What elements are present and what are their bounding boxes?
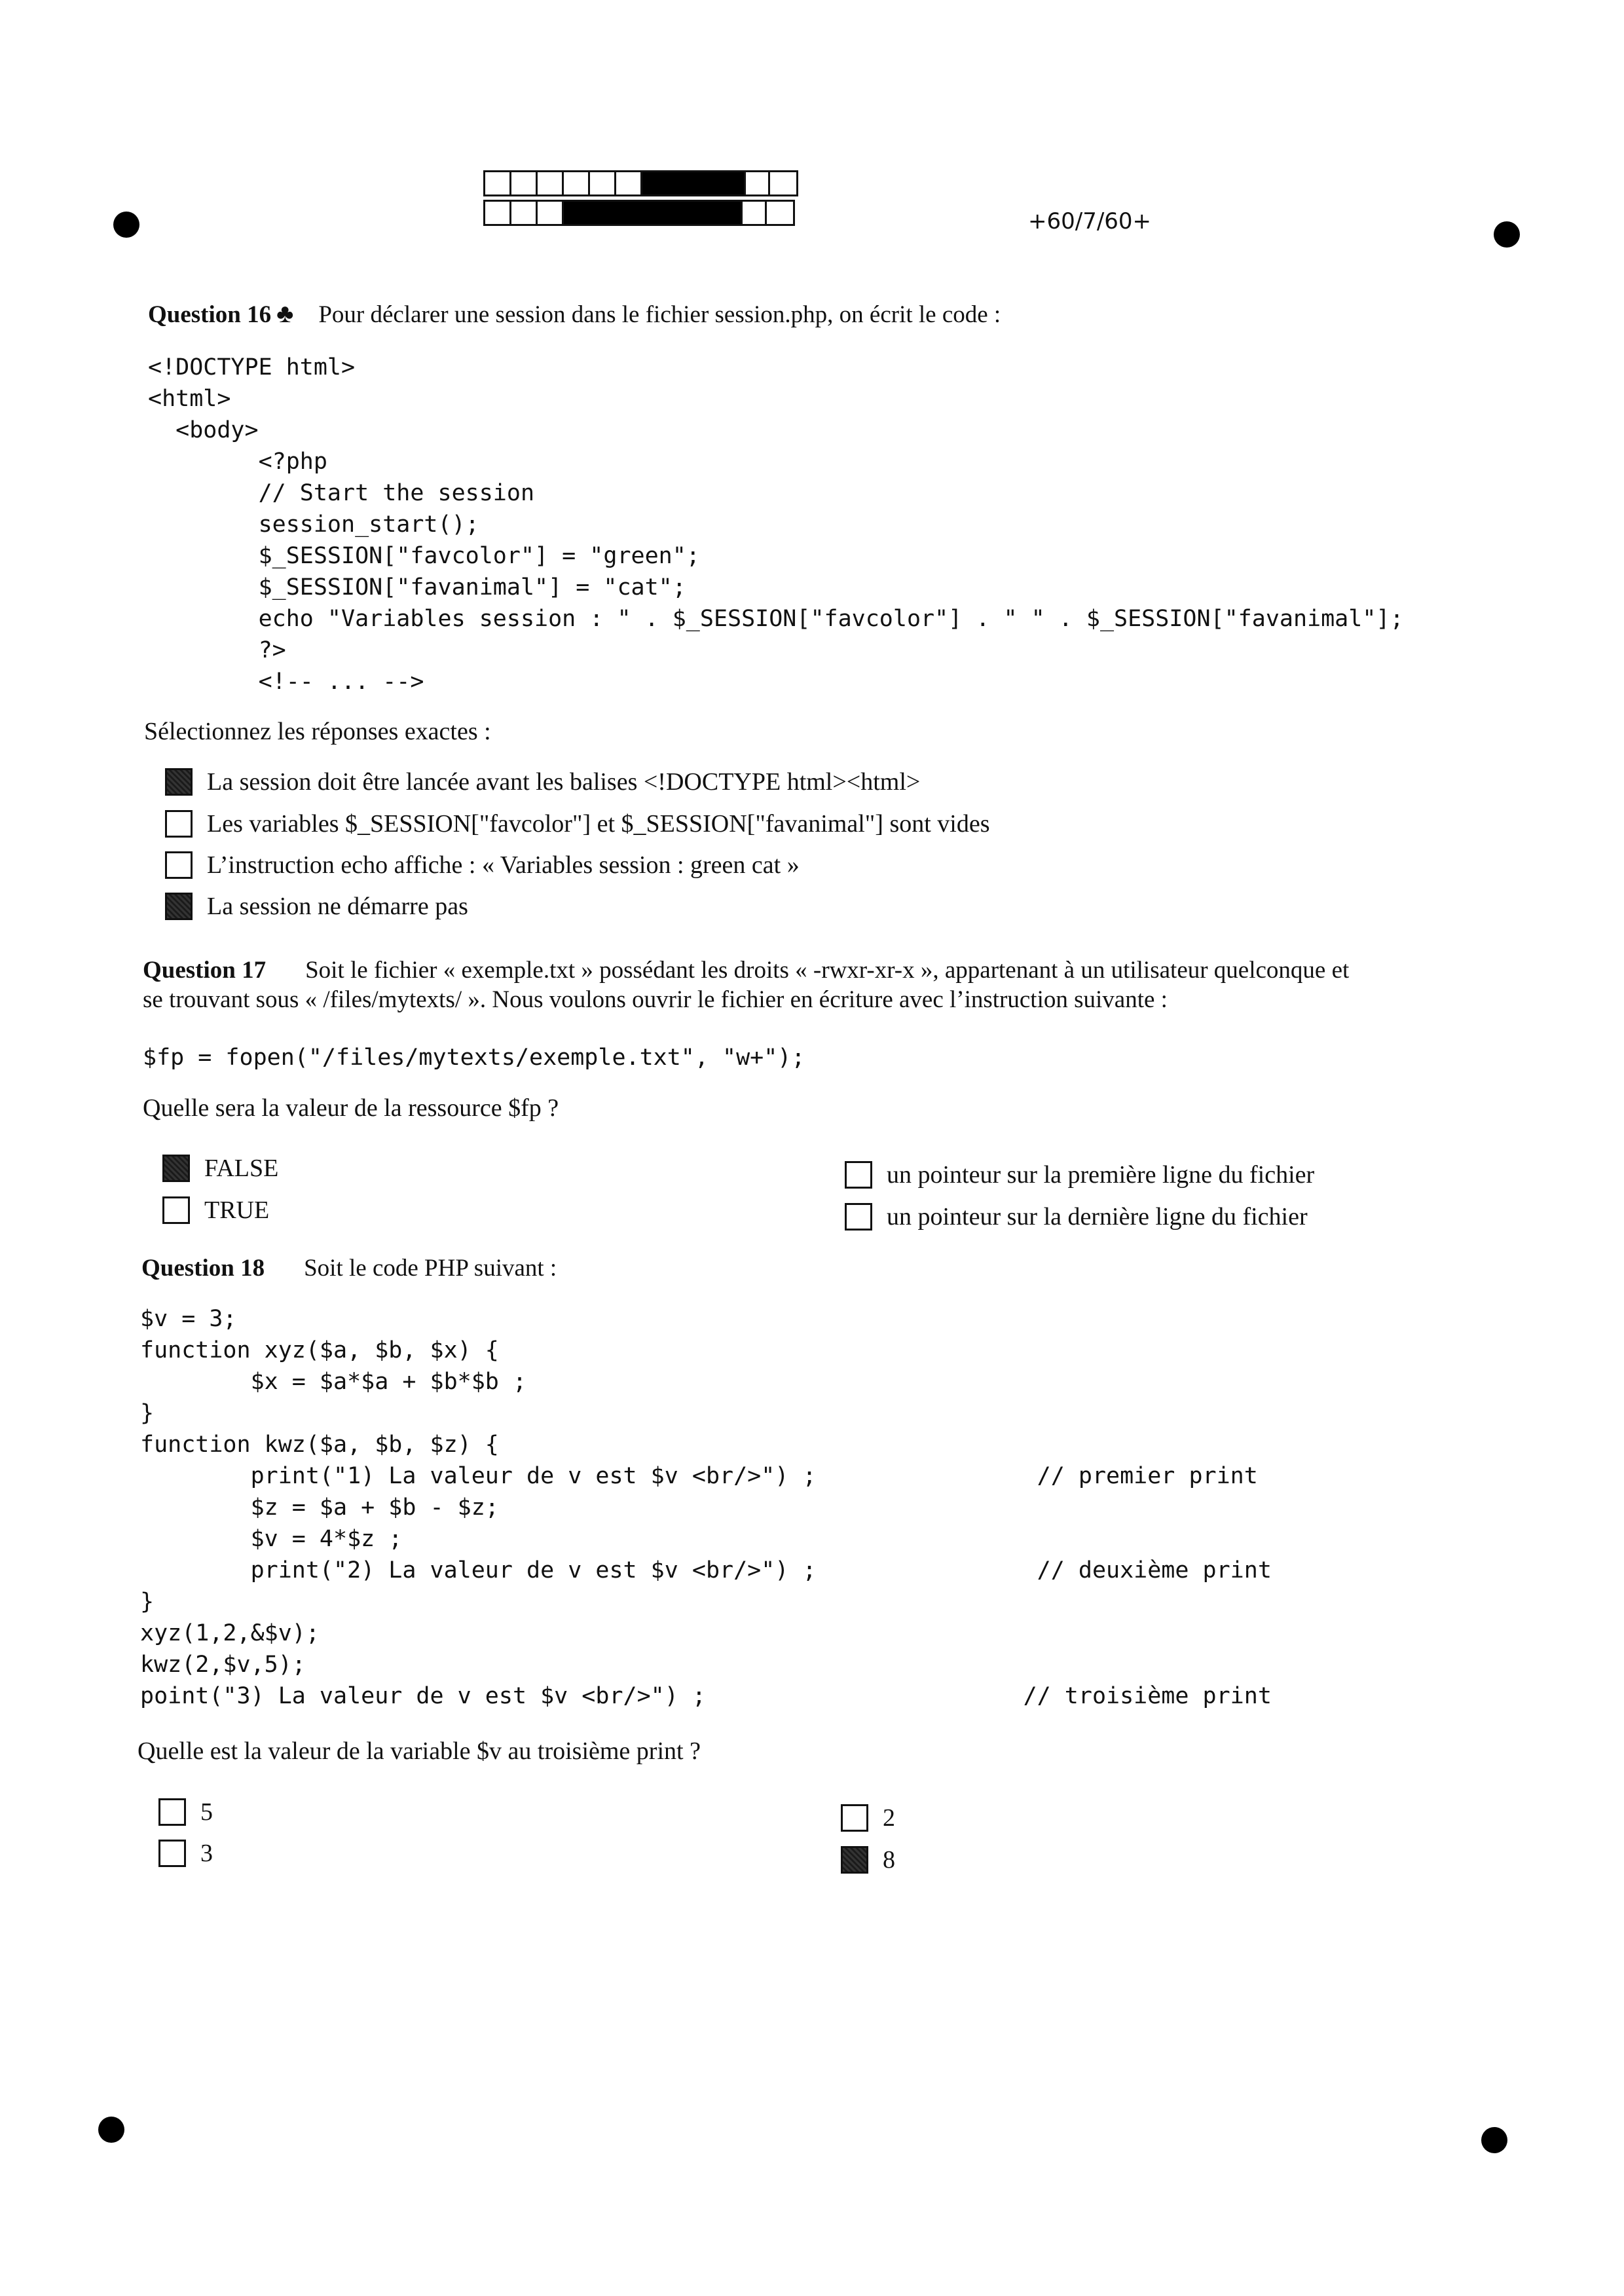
q17-text-line-2: se trouvant sous « /files/mytexts/ ». Nous voulons ouvrir le fichier en écriture avec l’instruction suivante : [143,986,1168,1013]
q17-option-false[interactable] [162,1154,278,1183]
id-barcode-row-1 [483,170,798,196]
q16-code-block [148,352,1404,697]
registration-mark-top-right [1494,221,1520,248]
code-line: } [140,1589,155,1615]
code-line: point("3) La valeur de v est $v <br/>") ; // troisième print [140,1683,1272,1709]
checkbox[interactable] [162,1155,190,1182]
code-line: print("2) La valeur de v est $v <br/>") ; // deuxième print [140,1557,1272,1583]
option-label: FALSE [204,1155,279,1182]
q16-option-1[interactable] [165,768,920,796]
option-label: Les variables $_SESSION["favcolor"] et $_SESSION["favanimal"] sont vides [207,810,990,838]
checkbox[interactable] [165,851,193,879]
code-line: echo "Variables session : " . $_SESSION["favcolor"] . " " . $_SESSION["favanimal"]; [148,606,1404,632]
code-line: <!DOCTYPE html> [148,354,356,380]
q16-option-2[interactable] [165,809,990,838]
code-line: } [140,1400,155,1426]
q18-prompt: Quelle est la valeur de la variable $v au troisième print ? [138,1737,701,1765]
code-line: // Start the session [148,480,535,506]
q16-header [148,298,1001,329]
checkbox[interactable] [158,1798,186,1826]
q16-number: Question 16 [148,301,272,328]
option-label: TRUE [204,1196,270,1224]
q17-option-first-line[interactable] [845,1160,1314,1189]
q18-text: Soit le code PHP suivant : [304,1255,557,1282]
code-line: <html> [148,386,231,412]
code-line: $x = $a*$a + $b*$b ; [140,1369,527,1395]
code-line: ?> [148,637,286,663]
code-line: print("1) La valeur de v est $v <br/>") ; // premier print [140,1463,1258,1489]
checkbox[interactable] [158,1840,186,1867]
option-label: un pointeur sur la première ligne du fichier [887,1161,1315,1189]
code-line: function xyz($a, $b, $x) { [140,1337,499,1363]
checkbox[interactable] [165,810,193,838]
checkbox[interactable] [845,1203,872,1231]
code-line: $v = 4*$z ; [140,1526,403,1552]
checkbox[interactable] [841,1846,868,1874]
option-label: 5 [200,1798,213,1826]
option-label: 8 [883,1846,895,1874]
option-label: La session doit être lancée avant les balises <!DOCTYPE html><html> [207,768,921,796]
q17-prompt: Quelle sera la valeur de la ressource $fp ? [143,1094,559,1122]
option-label: un pointeur sur la dernière ligne du fichier [887,1203,1308,1231]
q18-option-8[interactable] [841,1845,895,1874]
q17-text-line-1: Soit le fichier « exemple.txt » possédant les droits « -rwxr-xr-x », appartenant à un utilisateur quelconque et [305,957,1350,984]
code-line: $v = 3; [140,1306,237,1332]
option-label: L’instruction echo affiche : « Variables session : green cat » [207,851,800,879]
id-barcode-row-2 [483,200,795,226]
code-line: <?php [148,449,327,475]
option-label: 3 [200,1840,213,1867]
code-line: $_SESSION["favcolor"] = "green"; [148,543,700,569]
checkbox[interactable] [165,893,193,920]
code-line: function kwz($a, $b, $z) { [140,1432,499,1458]
code-line: $z = $a + $b - $z; [140,1494,499,1521]
checkbox[interactable] [845,1161,872,1189]
registration-mark-bottom-right [1481,2127,1507,2153]
code-line: $_SESSION["favanimal"] = "cat"; [148,574,686,601]
code-line: kwz(2,$v,5); [140,1652,306,1678]
q18-number: Question 18 [141,1255,265,1282]
q18-option-2[interactable] [841,1804,895,1832]
q17-option-last-line[interactable] [845,1202,1308,1231]
q17-code: $fp = fopen("/files/mytexts/exemple.txt", "w+"); [143,1045,805,1071]
q18-code-block [140,1303,1272,1712]
q16-prompt: Sélectionnez les réponses exactes : [144,718,491,745]
registration-mark-bottom-left [98,2117,124,2143]
q17-header [143,956,1349,984]
q16-option-3[interactable] [165,851,800,880]
q17-option-true[interactable] [162,1196,269,1225]
q18-header [141,1254,557,1282]
code-line: <body> [148,417,259,443]
q18-option-5[interactable] [158,1798,213,1826]
q18-option-3[interactable] [158,1839,213,1868]
code-line: xyz(1,2,&$v); [140,1620,320,1646]
q17-number: Question 17 [143,957,267,984]
option-label: La session ne démarre pas [207,893,468,920]
checkbox[interactable] [162,1196,190,1224]
code-line: <!-- ... --> [148,669,424,695]
registration-mark-top-left [113,212,139,238]
club-icon: ♣ [276,299,294,328]
checkbox[interactable] [165,768,193,796]
q16-text: Pour déclarer une session dans le fichier session.php, on écrit le code : [318,301,1001,328]
q16-option-4[interactable] [165,892,468,921]
header-code: +60/7/60+ [1028,208,1152,234]
code-line: session_start(); [148,511,479,538]
checkbox[interactable] [841,1804,868,1832]
option-label: 2 [883,1804,895,1832]
